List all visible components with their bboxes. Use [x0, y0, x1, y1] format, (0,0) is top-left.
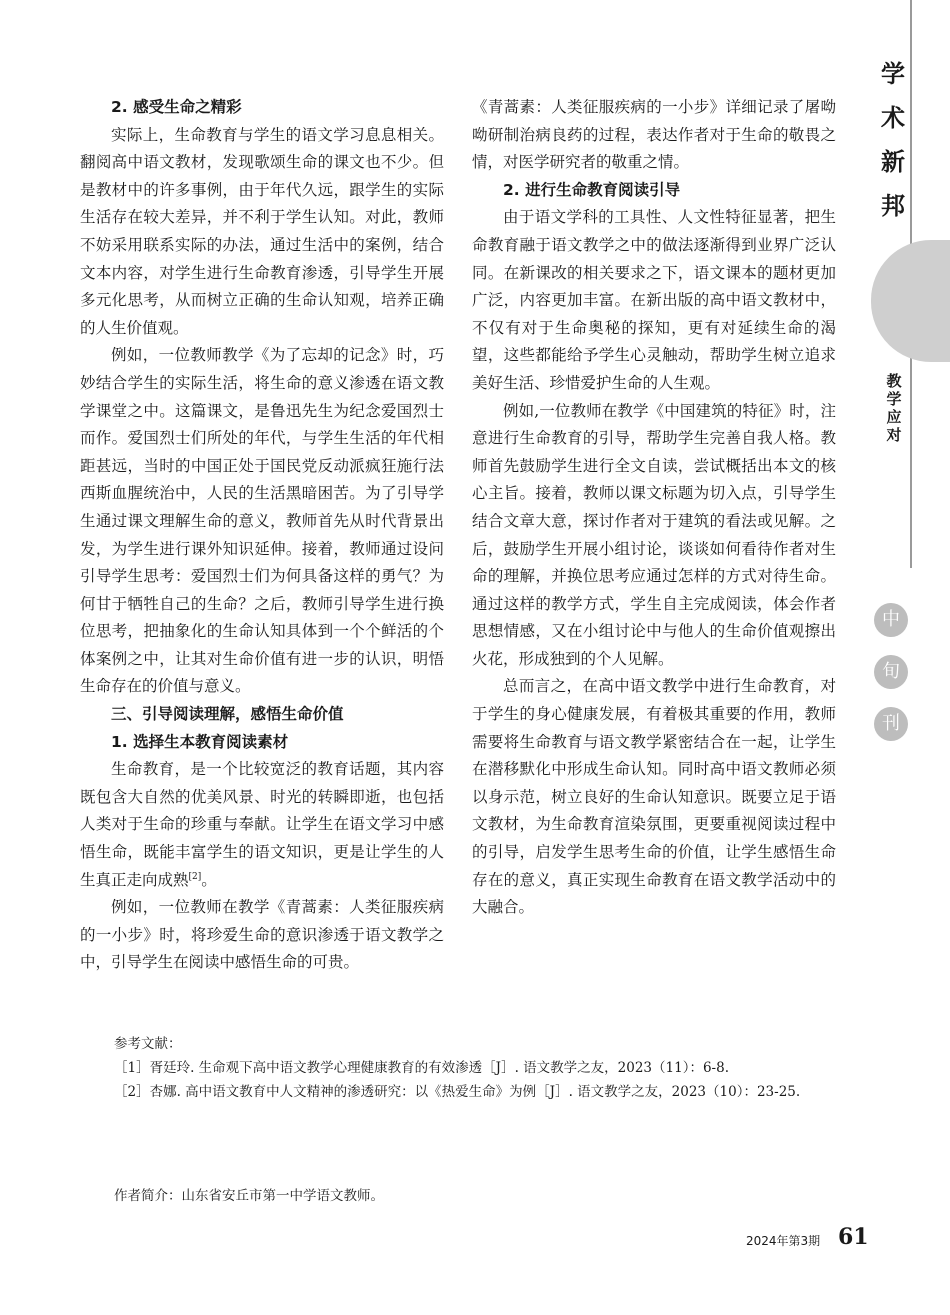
page-number: 61	[838, 1224, 869, 1250]
journal-badge: 中	[874, 603, 908, 637]
journal-badge: 刊	[874, 707, 908, 741]
reference-item: ［2］杏娜. 高中语文教育中人文精神的渗透研究：以《热爱生命》为例［J］. 语文教学之友，2023（10）：23-25.	[114, 1084, 801, 1100]
decorative-circle	[871, 240, 950, 362]
citation-mark: [2]	[188, 871, 202, 882]
section-label: 教学应对	[886, 372, 902, 444]
column-title-char: 邦	[881, 192, 905, 220]
subsection-heading: 1. 选择生本教育阅读素材	[111, 732, 289, 751]
column-title-char: 新	[881, 148, 905, 176]
paragraph: 实际上，生命教育与学生的语文学习息息相关。翻阅高中语文教材，发现歌颂生命的课文也不少。但是教材中的许多事例，由于年代久远，跟学生的实际生活存在较大差异，并不利于学生认知。对此，教师不妨采用联系实际的办法，通过生活中的案例，结合文本内容，对学生进行生命教育渗透，引导学生开展多元化思考，从而树立正确的生命认知观，培养正确的人生价值观。	[80, 125, 444, 337]
column-title-char: 学	[881, 60, 905, 88]
subsection-heading: 2. 感受生命之精彩	[111, 98, 242, 116]
paragraph: 由于语文学科的工具性、人文性特征显著，把生命教育融于语文教学之中的做法逐渐得到业界广泛认同。在新课改的相关要求之下，语文课本的题材更加广泛，内容更加丰富。在新出版的高中语文教材中，不仅有对于生命奥秘的探知，更有对延续生命的渴望，这些都能给予学生心灵触动，帮助学生树立追求美好生活、珍惜爱护生命的人生观。	[472, 208, 836, 392]
left-column	[80, 94, 444, 977]
paragraph	[80, 756, 444, 894]
references-heading: 参考文献：	[114, 1036, 182, 1052]
column-title-char: 术	[881, 104, 905, 132]
paragraph: 例如，一位教师在教学《青蒿素：人类征服疾病的一小步》时，将珍爱生命的意识渗透于语文教学之中，引导学生在阅读中感悟生命的可贵。	[80, 898, 444, 972]
right-column	[472, 94, 836, 922]
paragraph: 《青蒿素：人类征服疾病的一小步》详细记录了屠呦呦研制治病良药的过程，表达作者对于生命的敬畏之情，对医学研究者的敬重之情。	[472, 98, 836, 172]
author-intro: 作者简介：山东省安丘市第一中学语文教师。	[114, 1188, 384, 1204]
paragraph: 例如,一位教师在教学《中国建筑的特征》时，注意进行生命教育的引导，帮助学生完善自我人格。教师首先鼓励学生进行全文自读，尝试概括出本文的核心主旨。接着，教师以课文标题为切入点，引导学生结合文章大意，探讨作者对于建筑的看法或见解。之后，鼓励学生开展小组讨论，谈谈如何看待作者对生命的理解，并换位思考应通过怎样的方式对待生命。通过这样的教学方式，学生自主完成阅读，体会作者思想情感，又在小组讨论中与他人的生命价值观擦出火花，形成独到的个人见解。	[472, 401, 836, 668]
section-heading: 三、引导阅读理解，感悟生命价值	[111, 705, 344, 724]
paragraph-end: 。	[201, 870, 217, 889]
paragraph-text: 生命教育，是一个比较宽泛的教育话题，其内容既包含大自然的优美风景、时光的转瞬即逝，也包括人类对于生命的珍重与奉献。让学生在语文学习中感悟生命，既能丰富学生的语文知识，更是让学生的人生真正走向成熟	[80, 760, 444, 889]
issue-label: 2024年第3期	[746, 1234, 821, 1248]
reference-item: ［1］胥廷玲. 生命观下高中语文教学心理健康教育的有效渗透［J］. 语文教学之友，2023（11）：6-8.	[114, 1060, 729, 1076]
subsection-heading: 2. 进行生命教育阅读引导	[503, 180, 681, 199]
paragraph: 总而言之，在高中语文教学中进行生命教育，对于学生的身心健康发展，有着极其重要的作用，教师需要将生命教育与语文教学紧密结合在一起，让学生在潜移默化中形成生命认知。同时高中语文教师必须以身示范，树立良好的生命认知意识。既要立足于语文教材，为生命教育渲染氛围，更要重视阅读过程中的引导，启发学生思考生命的价值，让学生感悟生命存在的意义，真正实现生命教育在语文教学活动中的大融合。	[472, 677, 836, 917]
journal-badge: 旬	[874, 655, 908, 689]
references	[80, 1032, 840, 1104]
paragraph: 例如，一位教师教学《为了忘却的记念》时，巧妙结合学生的实际生活，将生命的意义渗透在语文教学课堂之中。这篇课文，是鲁迅先生为纪念爱国烈士而作。爱国烈士们所处的年代，与学生生活的年代相距甚远，当时的中国正处于国民党反动派疯狂施行法西斯血腥统治中，人民的生活黑暗困苦。为了引导学生通过课文理解生命的意义，教师首先从时代背景出发，为学生进行课外知识延伸。接着，教师通过设问引导学生思考：爱国烈士们为何具备这样的勇气？为何甘于牺牲自己的生命？之后，教师引导学生进行换位思考，把抽象化的生命认知具体到一个个鲜活的个体案例之中，让其对生命价值有进一步的认识，明悟生命存在的价值与意义。	[80, 346, 444, 696]
column-title	[876, 52, 910, 228]
